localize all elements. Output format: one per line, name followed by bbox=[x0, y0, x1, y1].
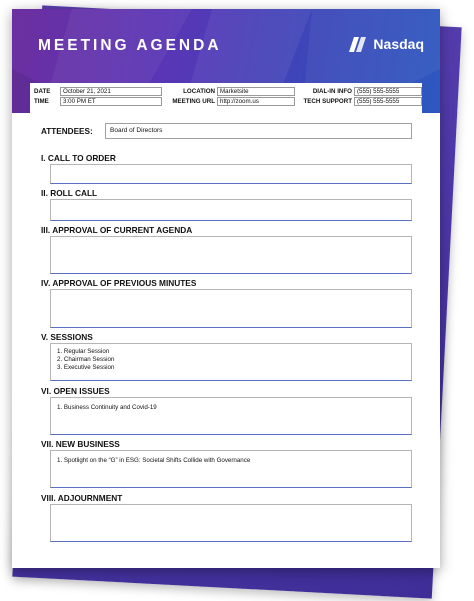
time-field[interactable]: 3:00 PM ET bbox=[60, 97, 162, 106]
date-field[interactable]: October 21, 2021 bbox=[60, 87, 162, 96]
new-business-list bbox=[57, 457, 405, 465]
list-item: 1. Business Continuity and Covid-19 bbox=[57, 404, 157, 411]
list-item: 2. Chairman Session bbox=[57, 356, 115, 363]
meeting-url-label: MEETING URL bbox=[172, 98, 215, 105]
meeting-info-panel bbox=[30, 83, 422, 117]
section-title-roll-call: II. ROLL CALL bbox=[41, 188, 98, 198]
attendees-label: ATTENDEES: bbox=[41, 127, 93, 136]
section-box-previous-minutes[interactable] bbox=[50, 289, 412, 328]
section-title-previous-minutes: IV. APPROVAL OF PREVIOUS MINUTES bbox=[41, 278, 197, 288]
location-label: LOCATION bbox=[183, 88, 215, 95]
section-title-sessions: V. SESSIONS bbox=[41, 332, 93, 342]
location-field[interactable]: Marketsite bbox=[217, 87, 295, 96]
section-box-roll-call[interactable] bbox=[50, 199, 412, 221]
section-box-new-business[interactable] bbox=[50, 450, 412, 488]
section-box-adjournment[interactable] bbox=[50, 504, 412, 542]
sessions-list bbox=[57, 348, 405, 372]
dial-in-label: DIAL-IN INFO bbox=[312, 88, 352, 95]
time-label: TIME bbox=[34, 98, 49, 105]
nasdaq-mark-icon bbox=[347, 35, 369, 53]
section-box-sessions[interactable] bbox=[50, 343, 412, 381]
open-issues-list bbox=[57, 404, 405, 412]
list-item: 1. Spotlight on the “G” in ESG: Societal Shifts Collide with Governance bbox=[57, 457, 251, 464]
list-item: 1. Regular Session bbox=[57, 348, 110, 355]
agenda-page bbox=[12, 9, 440, 568]
tech-support-field[interactable]: (555) 555-5555 bbox=[354, 97, 422, 106]
attendees-field[interactable]: Board of Directors bbox=[105, 123, 412, 139]
section-title-adjournment: VIII. ADJOURNMENT bbox=[41, 493, 123, 503]
nasdaq-logo bbox=[347, 35, 424, 53]
meeting-url-field[interactable]: http://zoom.us bbox=[217, 97, 295, 106]
page-title: MEETING AGENDA bbox=[38, 37, 222, 54]
section-box-call-to-order[interactable] bbox=[50, 164, 412, 184]
section-title-new-business: VII. NEW BUSINESS bbox=[41, 439, 120, 449]
section-title-current-agenda: III. APPROVAL OF CURRENT AGENDA bbox=[41, 225, 193, 235]
section-title-call-to-order: I. CALL TO ORDER bbox=[41, 153, 116, 163]
logo-text: Nasdaq bbox=[373, 36, 424, 52]
tech-support-label: TECH SUPPORT bbox=[303, 98, 352, 105]
list-item: 3. Executive Session bbox=[57, 364, 115, 371]
section-box-current-agenda[interactable] bbox=[50, 236, 412, 274]
section-box-open-issues[interactable] bbox=[50, 397, 412, 435]
section-title-open-issues: VI. OPEN ISSUES bbox=[41, 386, 110, 396]
dial-in-field[interactable]: (555) 555-5555 bbox=[354, 87, 422, 96]
date-label: DATE bbox=[34, 88, 51, 95]
